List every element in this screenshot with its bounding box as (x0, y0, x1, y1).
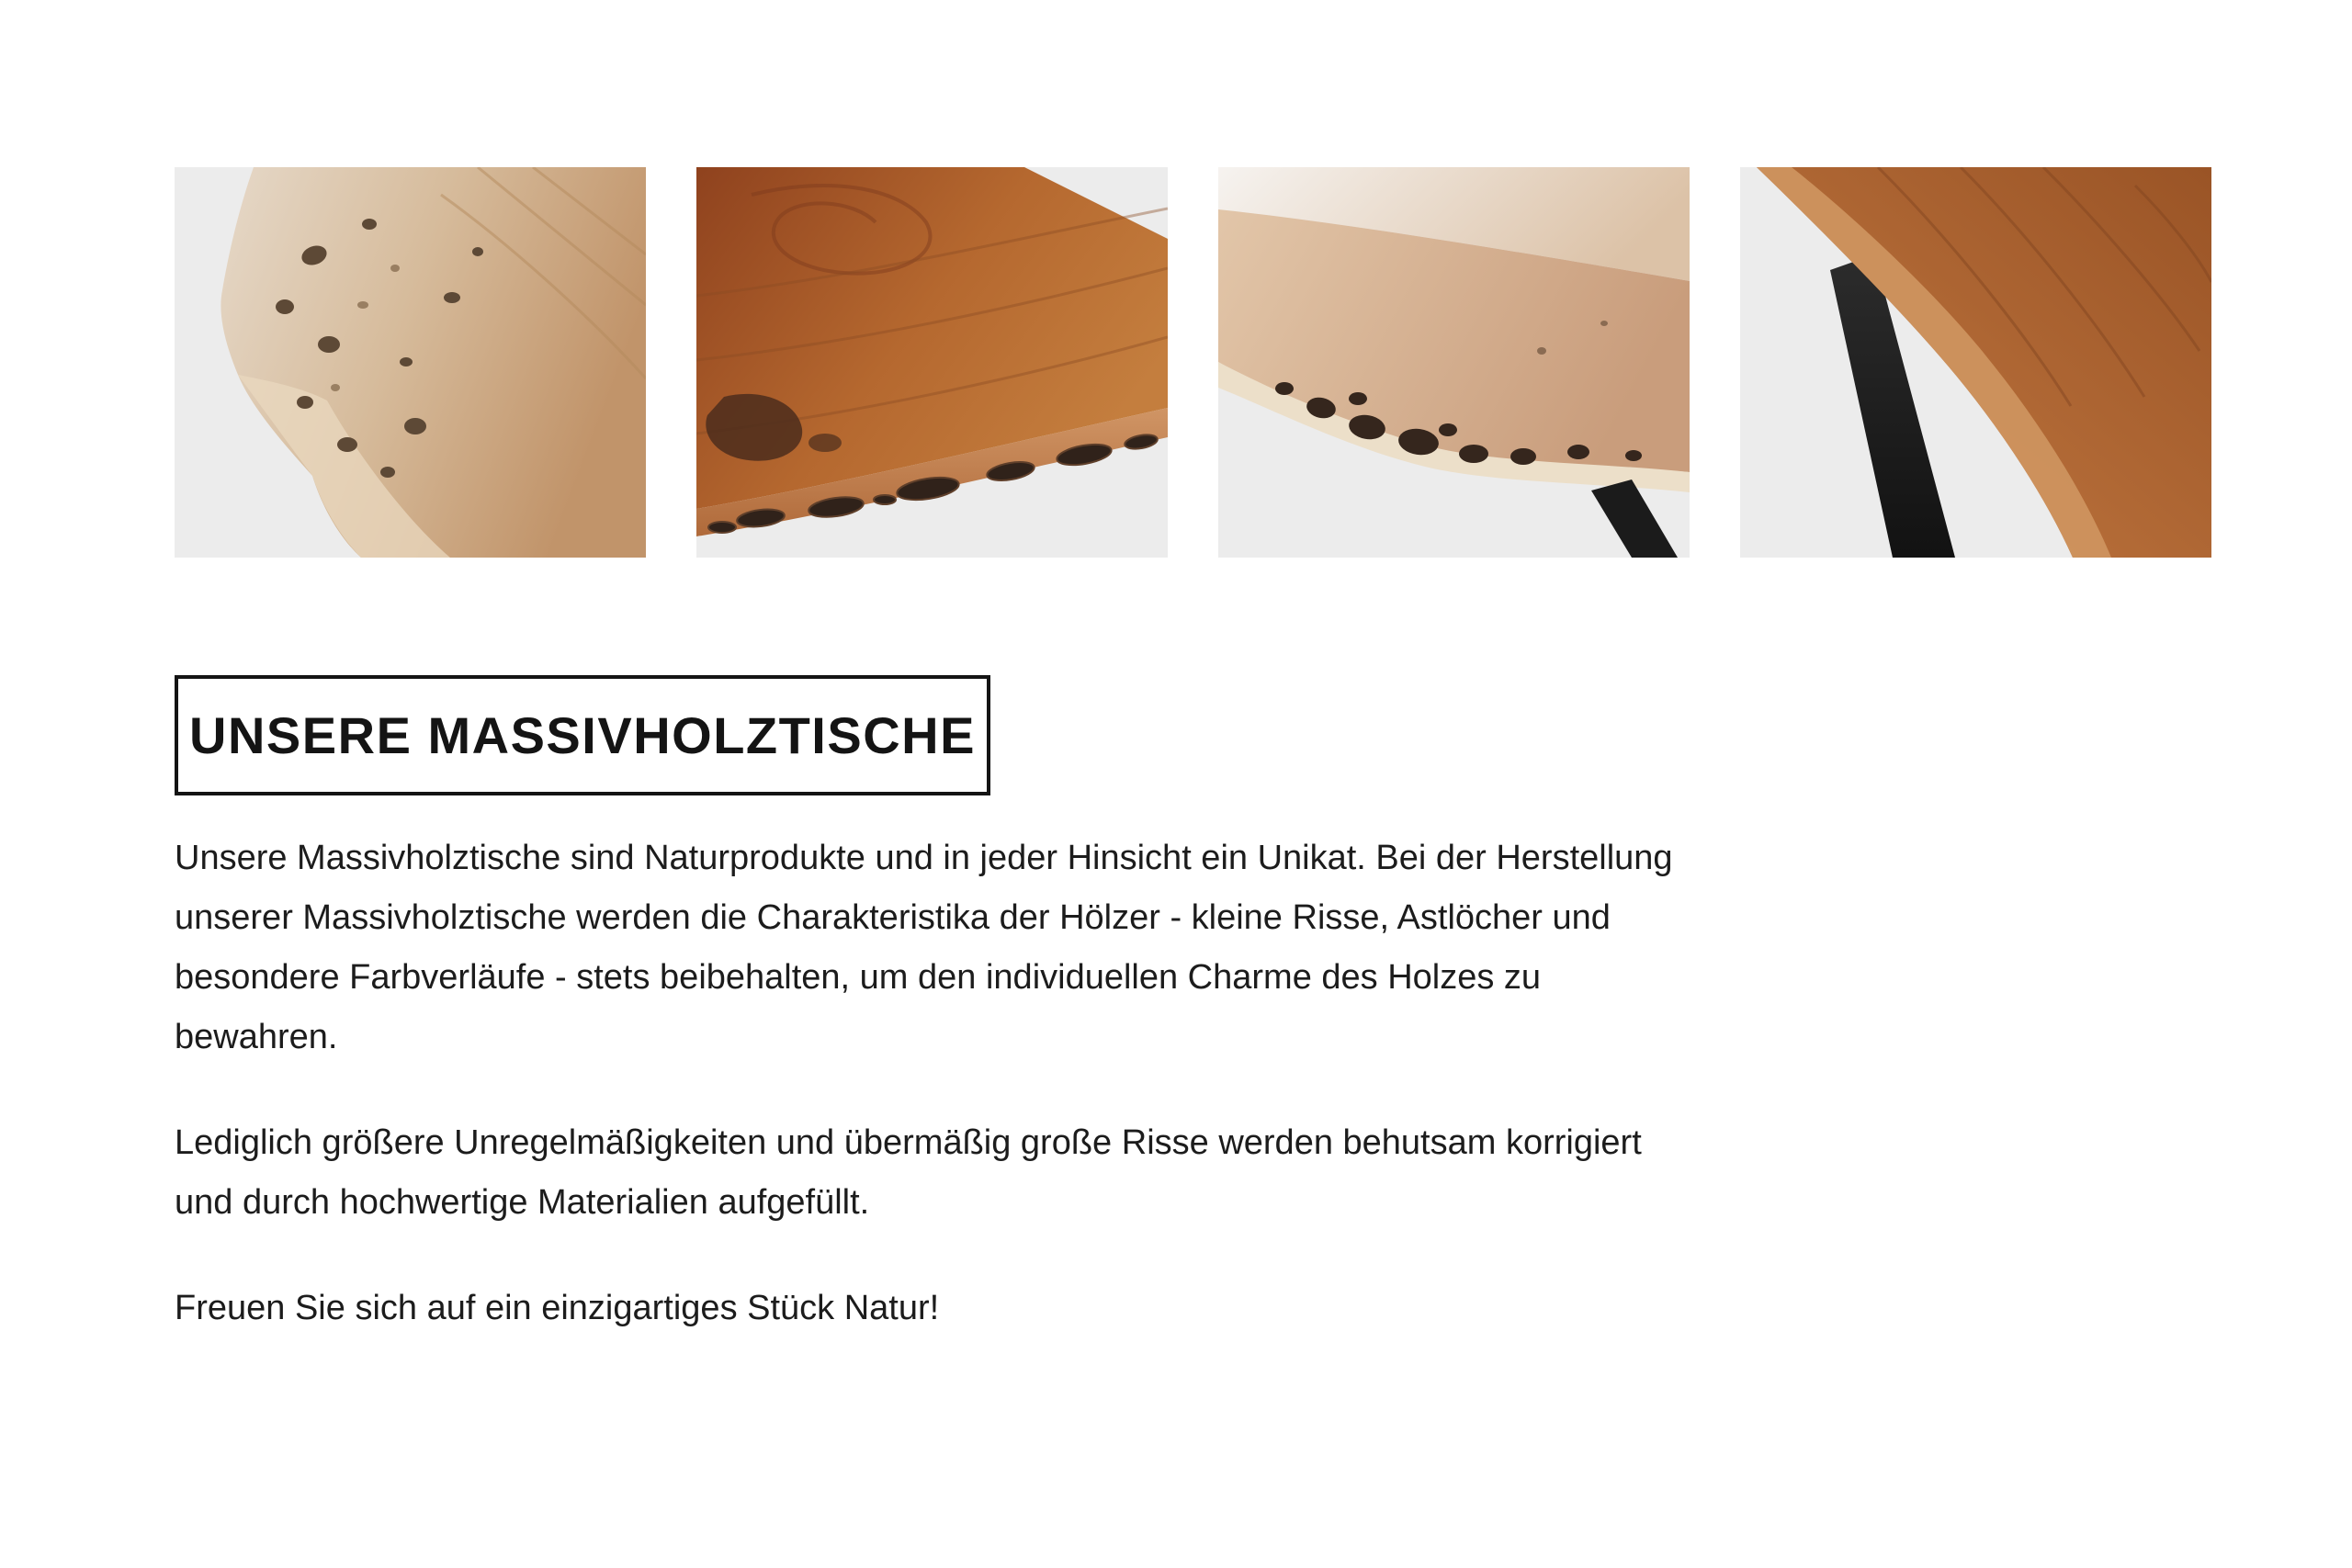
wood-photo-illustration (696, 167, 1168, 558)
gallery-image-redbrown-edge (696, 167, 1168, 558)
gallery-image-pale-corner (175, 167, 646, 558)
text-line: besondere Farbverläufe - stets beibehalten, um den individuellen Charme des Holzes zu (175, 958, 1542, 997)
text-line: bewahren. (175, 1018, 338, 1056)
text-line: unserer Massivholztische werden die Charakteristika der Hölzer - kleine Risse, Astlöcher und (175, 898, 1611, 937)
gallery-image-brown-edge-leg (1740, 167, 2211, 558)
text-line: Unsere Massivholztische sind Naturprodukte und in jeder Hinsicht ein Unikat. Bei der Herstellung (175, 839, 1673, 877)
gallery-image-light-edge-knots (1218, 167, 1690, 558)
description-text (175, 829, 2211, 1338)
wood-photo-illustration (175, 167, 646, 558)
product-image-gallery (175, 0, 2211, 558)
text-line: Freuen Sie sich auf ein einzigartiges Stück Natur! (175, 1289, 940, 1327)
wood-photo-illustration (1218, 167, 1690, 558)
text-line: Lediglich größere Unregelmäßigkeiten und übermäßig große Risse werden behutsam korrigiert (175, 1123, 1642, 1162)
paragraph (175, 1279, 2211, 1338)
massivholz-section (175, 0, 2211, 1338)
paragraph (175, 829, 2211, 1067)
text-line: und durch hochwertige Materialien aufgefüllt. (175, 1183, 870, 1222)
section-heading: UNSERE MASSIVHOLZTISCHE (189, 706, 976, 764)
paragraph (175, 1113, 2211, 1233)
section-heading-box (175, 675, 990, 795)
wood-photo-illustration (1740, 167, 2211, 558)
